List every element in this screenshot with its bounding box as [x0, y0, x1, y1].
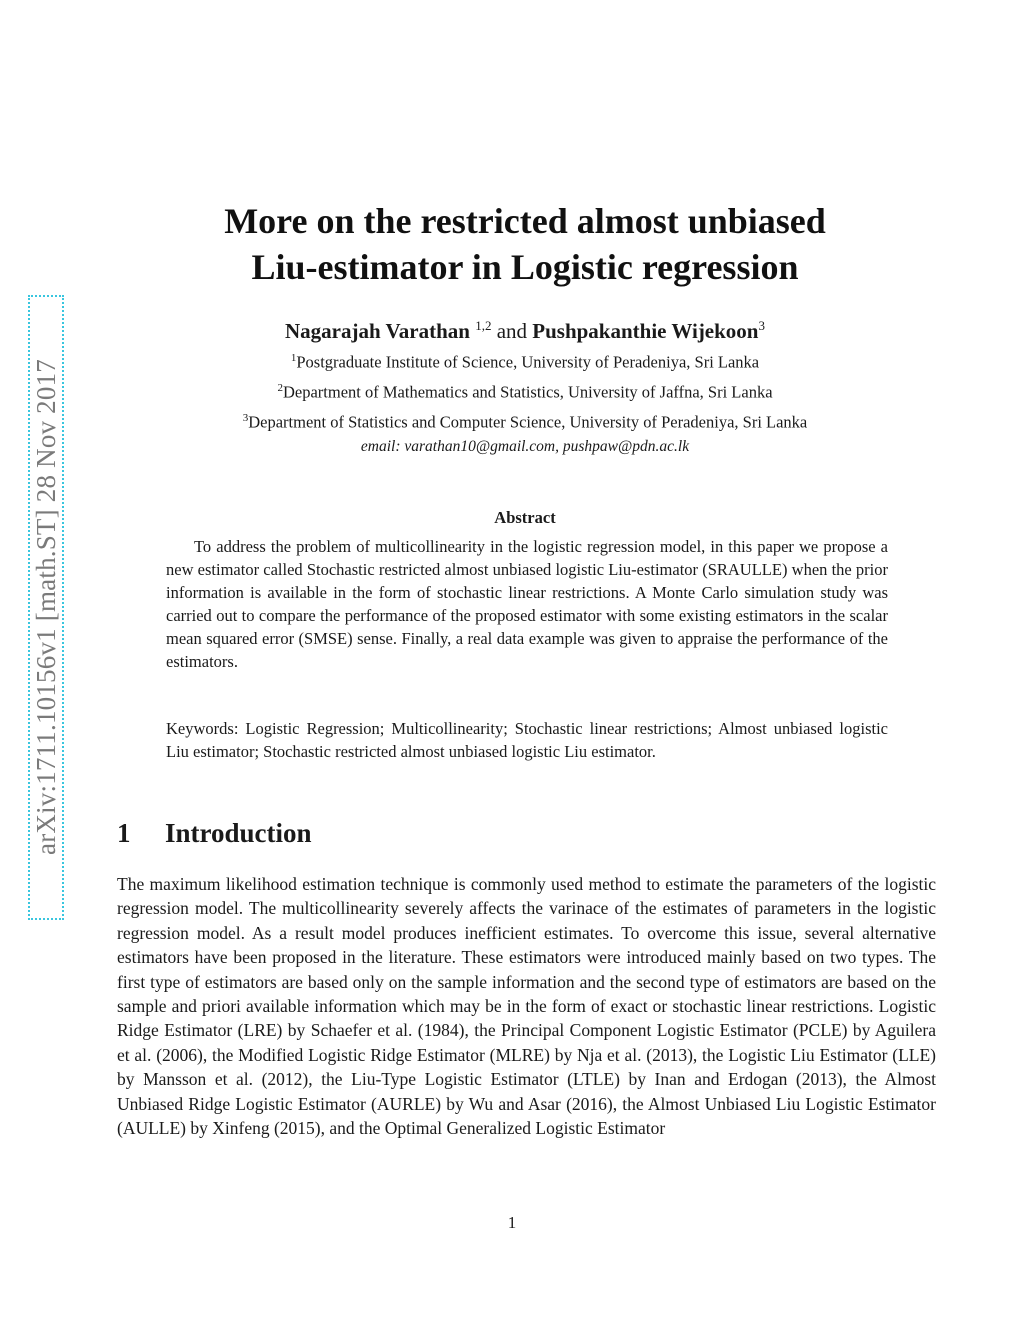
affiliation-2: [120, 377, 930, 404]
keywords: Keywords: Logistic Regression; Multicollinearity; Stochastic linear restrictions; Almost unbiased logistic Liu estimator; Stochastic restricted almost unbiased logistic Liu estimator.: [166, 719, 888, 761]
section-heading: [117, 818, 617, 849]
section-title: Introduction: [165, 818, 312, 848]
abstract-text: To address the problem of multicollinearity in the logistic regression model, in this paper we propose a new estimator called Stochastic restricted almost unbiased logistic Liu-estimator (SRAULLE) when the prior information is available in the form of stochastic linear restrictions. A Monte Carlo simulation study was carried out to compare the performance of the proposed estimator with some existing estimators in the scalar mean squared error (SMSE) sense. Finally, a real data example was given to appraise the performance of the estimators.: [166, 537, 888, 671]
affiliation-2-text: Department of Mathematics and Statistics, University of Jaffna, Sri Lanka: [282, 382, 773, 402]
abstract-heading: Abstract: [494, 508, 556, 527]
authors-conjunction: and: [496, 319, 528, 343]
affiliation-3-text: Department of Statistics and Computer Science, University of Peradeniya, Sri Lanka: [248, 412, 808, 432]
section-number: 1: [117, 818, 131, 848]
author-2-affil: 3: [758, 318, 765, 333]
author-1: Nagarajah Varathan: [284, 319, 470, 343]
affiliation-3: [120, 407, 930, 434]
authors-line: [160, 312, 890, 345]
author-emails: email: varathan10@gmail.com, pushpaw@pdn.ac.lk: [360, 438, 690, 455]
page-number: 1: [507, 1213, 517, 1232]
affiliation-1: [120, 347, 930, 374]
introduction-paragraph: The maximum likelihood estimation technique is commonly used method to estimate the parameters of the logistic regression model. The multicollinearity severely affects the varinace of the estimates of parameters in the logistic regression model. As a result model produces inefficient estimates. To overcome this issue, several alternative estimators have been proposed in the literature. These estimators were introduced mainly based on two types. The first type of estimators are based only on the sample information and the second type of estimators are based on the sample and priori available information which may be in the form of exact or stochastic linear restrictions. Logistic Ridge Estimator (LRE) by Schaefer et al. (1984), the Principal Component Logistic Estimator (PCLE) by Aguilera et al. (2006), the Modified Logistic Ridge Estimator (MLRE) by Nja et al. (2013), the Logistic Liu Estimator (LLE) by Mansson et al. (2012), the Liu-Type Logistic Estimator (LTLE) by Inan and Erdogan (2013), the Almost Unbiased Ridge Logistic Estimator (AURLE) by Wu and Asar (2016), the Almost Unbiased Liu Logistic Estimator (AULLE) by Xinfeng (2015), and the Optimal Generalized Logistic Estimator: [117, 874, 936, 1139]
arxiv-stamp[interactable]: arXiv:1711.10156v1 [math.ST] 28 Nov 2017: [31, 359, 61, 855]
affiliation-1-sup: 1: [290, 352, 297, 364]
author-1-affil: 1,2: [475, 318, 492, 333]
paper-title: [160, 198, 890, 290]
affiliation-3-sup: 3: [242, 412, 249, 424]
affiliation-1-text: Postgraduate Institute of Science, University of Peradeniya, Sri Lanka: [296, 352, 760, 372]
title-line-1: More on the restricted almost unbiased: [224, 201, 826, 241]
title-line-2: Liu-estimator in Logistic regression: [251, 247, 799, 287]
author-2: Pushpakanthie Wijekoon: [532, 319, 759, 343]
affiliation-2-sup: 2: [277, 382, 283, 394]
